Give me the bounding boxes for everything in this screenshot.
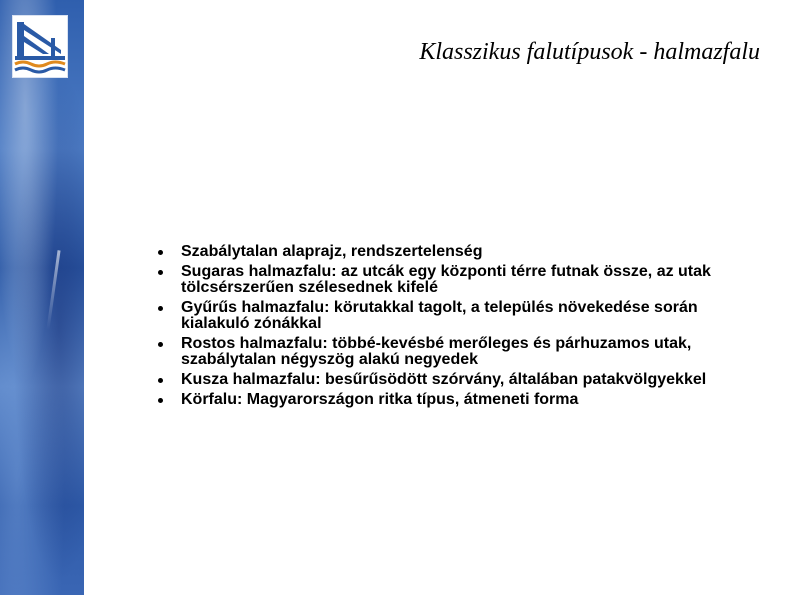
bullet-dot-icon: [158, 378, 163, 383]
bullet-dot-icon: [158, 270, 163, 275]
bridge-logo-graphic: [13, 16, 67, 77]
list-item-text: Kusza halmazfalu: besűrűsödött szórvány, általában patakvölgyekkel: [181, 371, 707, 388]
decorative-sidebar: [0, 0, 84, 595]
list-item-text: Rostos halmazfalu: többé-kevésbé merőleges és párhuzamos utak, szabálytalan négyszög alakú negyedek: [181, 335, 692, 368]
list-item: [158, 264, 770, 296]
slide-title: Klasszikus falutípusok - halmazfalu: [419, 39, 760, 65]
list-item-text: Gyűrűs halmazfalu: körutakkal tagolt, a település növekedése során kialakuló zónákkal: [181, 299, 698, 332]
bullet-dot-icon: [158, 306, 163, 311]
bridge-logo-icon: [12, 15, 68, 78]
list-item: [158, 392, 770, 408]
list-item-text: Szabálytalan alaprajz, rendszertelenség: [181, 243, 483, 260]
bullet-dot-icon: [158, 398, 163, 403]
bullet-dot-icon: [158, 342, 163, 347]
list-item: [158, 244, 770, 260]
list-item: [158, 300, 770, 332]
bullet-dot-icon: [158, 250, 163, 255]
bullet-list: [158, 244, 770, 412]
sidebar-streak: [46, 250, 60, 330]
list-item: [158, 336, 770, 368]
list-item: [158, 372, 770, 388]
list-item-text: Körfalu: Magyarországon ritka típus, átmeneti forma: [181, 391, 579, 408]
list-item-text: Sugaras halmazfalu: az utcák egy központi térre futnak össze, az utak tölcsérszerűen szélesednek kifelé: [181, 263, 711, 296]
